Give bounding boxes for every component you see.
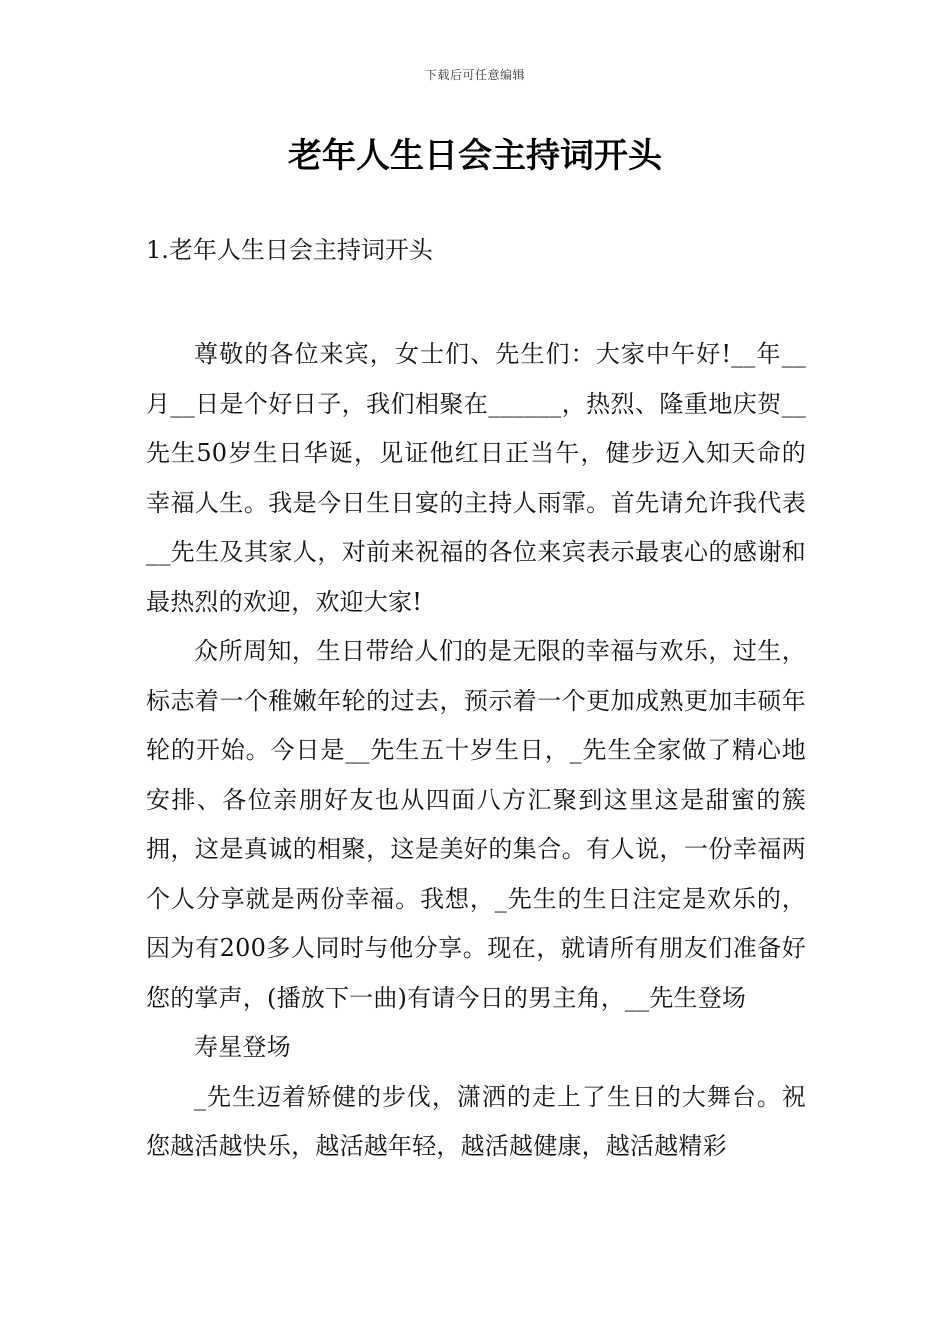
paragraph: 寿星登场 bbox=[194, 1033, 291, 1061]
paragraph: _先生迈着矫健的步伐，潇洒的走上了生日的大舞台。祝您越活越快乐，越活越年轻，越活越健康，越活越精彩 bbox=[146, 1082, 806, 1160]
header-note: 下载后可任意编辑 bbox=[424, 68, 525, 82]
paragraph: 尊敬的各位来宾，女士们、先生们：大家中午好!__年__月__日是个好日子，我们相聚在______，热烈、隆重地庆贺__先生50岁生日华诞，见证他红日正当午，健步迈入知天命的幸福人生。我是今日生日宴的主持人雨霏。首先请允许我代表__先生及其家人，对前来祝福的各位来宾表示最衷心的感谢和最热烈的欢迎，欢迎大家! bbox=[146, 340, 806, 616]
document-title: 老年人生日会主持词开头 bbox=[288, 136, 662, 176]
body-text bbox=[146, 330, 806, 1172]
paragraph: 众所周知，生日带给人们的是无限的幸福与欢乐，过生，标志着一个稚嫩年轮的过去，预示着一个更加成熟更加丰硕年轮的开始。今日是__先生五十岁生日，_先生全家做了精心地安排、各位亲朋好友也从四面八方汇聚到这里这是甜蜜的簇拥，这是真诚的相聚，这是美好的集合。有人说，一份幸福两个人分享就是两份幸福。我想，_先生的生日注定是欢乐的，因为有200多人同时与他分享。现在，就请所有朋友们准备好您的掌声，(播放下一曲)有请今日的男主角，__先生登场 bbox=[146, 637, 806, 1012]
section-heading: 1.老年人生日会主持词开头 bbox=[146, 236, 433, 264]
